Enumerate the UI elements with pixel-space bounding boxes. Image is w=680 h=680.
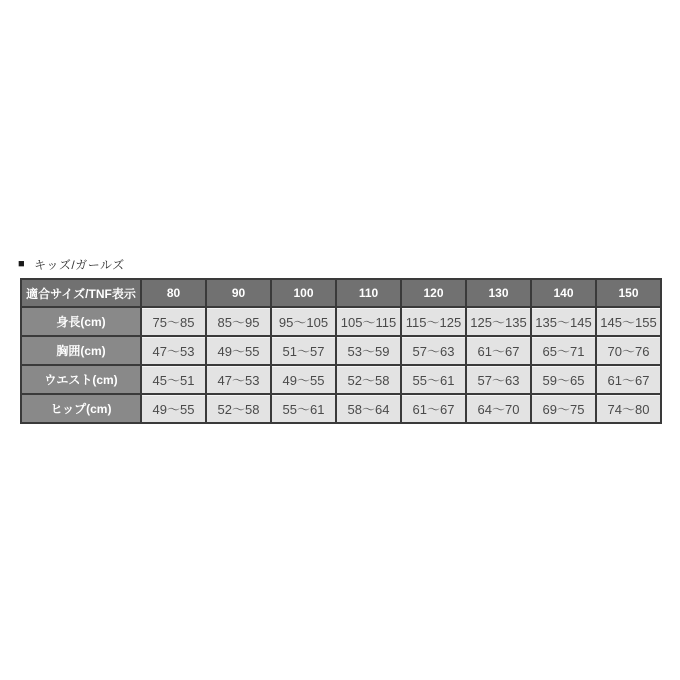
size-cell: 61〜67 bbox=[401, 394, 466, 423]
column-header-150: 150 bbox=[596, 279, 661, 307]
size-cell: 57〜63 bbox=[401, 336, 466, 365]
size-cell: 49〜55 bbox=[271, 365, 336, 394]
size-cell: 61〜67 bbox=[466, 336, 531, 365]
size-cell: 51〜57 bbox=[271, 336, 336, 365]
column-header-size-label: 適合サイズ/TNF表示 bbox=[21, 279, 141, 307]
size-cell: 55〜61 bbox=[271, 394, 336, 423]
table-row-chest bbox=[21, 336, 661, 365]
column-header-120: 120 bbox=[401, 279, 466, 307]
size-cell: 65〜71 bbox=[531, 336, 596, 365]
section-title bbox=[18, 256, 125, 273]
column-header-140: 140 bbox=[531, 279, 596, 307]
size-cell: 58〜64 bbox=[336, 394, 401, 423]
size-cell: 52〜58 bbox=[336, 365, 401, 394]
column-header-100: 100 bbox=[271, 279, 336, 307]
size-cell: 145〜155 bbox=[596, 307, 661, 336]
square-bullet-icon: ■ bbox=[18, 258, 26, 270]
size-cell: 61〜67 bbox=[596, 365, 661, 394]
size-cell: 70〜76 bbox=[596, 336, 661, 365]
size-cell: 45〜51 bbox=[141, 365, 206, 394]
size-cell: 85〜95 bbox=[206, 307, 271, 336]
row-header-waist: ウエスト(cm) bbox=[21, 365, 141, 394]
size-cell: 135〜145 bbox=[531, 307, 596, 336]
size-cell: 57〜63 bbox=[466, 365, 531, 394]
table-row-hip bbox=[21, 394, 661, 423]
column-header-80: 80 bbox=[141, 279, 206, 307]
column-header-130: 130 bbox=[466, 279, 531, 307]
size-cell: 55〜61 bbox=[401, 365, 466, 394]
size-chart-table bbox=[20, 278, 662, 424]
size-cell: 47〜53 bbox=[206, 365, 271, 394]
size-cell: 75〜85 bbox=[141, 307, 206, 336]
row-header-height: 身長(cm) bbox=[21, 307, 141, 336]
size-cell: 125〜135 bbox=[466, 307, 531, 336]
column-header-90: 90 bbox=[206, 279, 271, 307]
size-cell: 52〜58 bbox=[206, 394, 271, 423]
size-cell: 115〜125 bbox=[401, 307, 466, 336]
size-cell: 69〜75 bbox=[531, 394, 596, 423]
size-cell: 59〜65 bbox=[531, 365, 596, 394]
section-title-label: キッズ/ガールズ bbox=[34, 258, 125, 272]
size-cell: 64〜70 bbox=[466, 394, 531, 423]
size-cell: 47〜53 bbox=[141, 336, 206, 365]
column-header-110: 110 bbox=[336, 279, 401, 307]
size-cell: 49〜55 bbox=[206, 336, 271, 365]
table-row-height bbox=[21, 307, 661, 336]
header-row bbox=[21, 279, 661, 307]
size-cell: 49〜55 bbox=[141, 394, 206, 423]
row-header-chest: 胸囲(cm) bbox=[21, 336, 141, 365]
size-cell: 105〜115 bbox=[336, 307, 401, 336]
size-cell: 53〜59 bbox=[336, 336, 401, 365]
size-cell: 95〜105 bbox=[271, 307, 336, 336]
size-cell: 74〜80 bbox=[596, 394, 661, 423]
table-row-waist bbox=[21, 365, 661, 394]
row-header-hip: ヒップ(cm) bbox=[21, 394, 141, 423]
